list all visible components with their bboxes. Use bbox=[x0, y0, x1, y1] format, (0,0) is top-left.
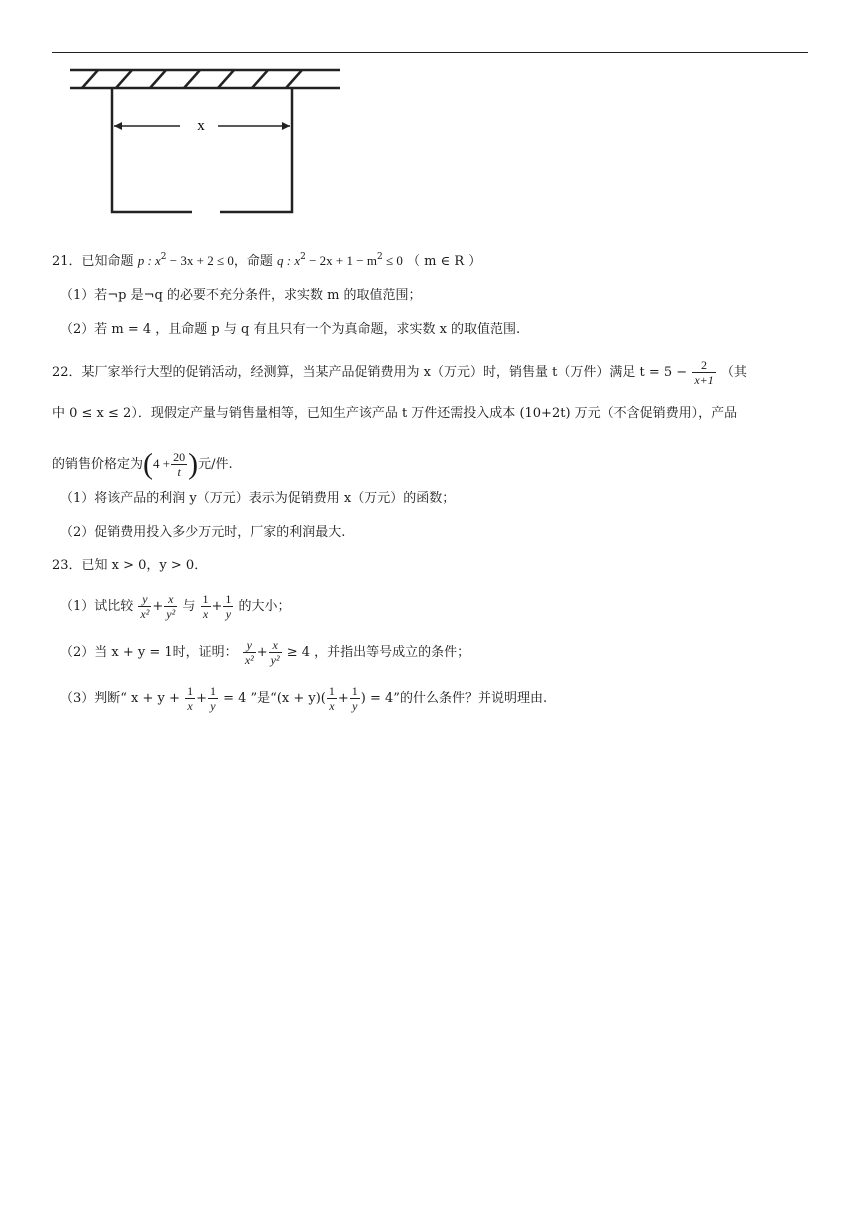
q21-part2: （2）若 m = 4 ，且命题 p 与 q 有且只有一个为真命题，求实数 x 的取值范围. bbox=[60, 322, 521, 337]
q22-line2: 中 0 ≤ x ≤ 2）．现假定产量与销售量相等，已知生产该产品 t 万件还需投入成本 (10+2t) 万元（不含促销费用），产品 bbox=[52, 406, 738, 421]
q22-line1: 22．某厂家举行大型的促销活动，经测算，当某产品促销费用为 x（万元）时，销售量 t（万件）满足 t = 5 − $\frac{2}{x+1}$ （其 bbox=[52, 358, 747, 387]
q23-stem: 23．已知 x > 0，y > 0． bbox=[52, 558, 208, 573]
q23-part2: （2）当 x + y = 1时，证明： $\frac{y}{\text{x²}}$ + $\frac{x}{\text{y²}}$ ≥ 4 ，并指出等号成立的条件； bbox=[60, 638, 471, 667]
q21-part1: （1）若¬p 是¬q 的必要不充分条件，求实数 m 的取值范围； bbox=[60, 288, 422, 303]
q21-stem: 21．已知命题 p : $x^2 - 3x + 2 \le 0$，命题 q : $x^2 - 2x + 1 - m^2 \le 0$ （ m ∈ R ） bbox=[52, 252, 482, 269]
q23-part3: （3）判断“ x + y + $\frac{1}{x}$ + $\frac{1}{y}$ = 4 ”是“(x + y)( $\frac{1}{x}$ + $\frac{1}{y}$ ) = 4”的什么条件？并说明理由. bbox=[60, 684, 548, 713]
header-rule bbox=[52, 52, 808, 53]
q22-price-fraction: $\frac{20}{t}$ bbox=[173, 450, 186, 479]
q22-part2: （2）促销费用投入多少万元时，厂家的利润最大. bbox=[60, 525, 346, 540]
q23-part1: （1）试比较 $\frac{y}{\text{x²}}$ + $\frac{x}{\text{y²}}$ 与 $\frac{1}{x}$ + $\frac{1}{y}$ 的大小； bbox=[60, 592, 291, 621]
q22-fraction: $\frac{2}{x+1}$ bbox=[694, 358, 714, 387]
fence-diagram bbox=[62, 60, 352, 220]
q22-line3: 的销售价格定为(4 + $\frac{20}{t}$ )元/件. bbox=[52, 447, 233, 481]
q22-part1: （1）将该产品的利润 y（万元）表示为促销费用 x（万元）的函数； bbox=[60, 491, 456, 506]
figure-label-x: x bbox=[197, 118, 205, 134]
